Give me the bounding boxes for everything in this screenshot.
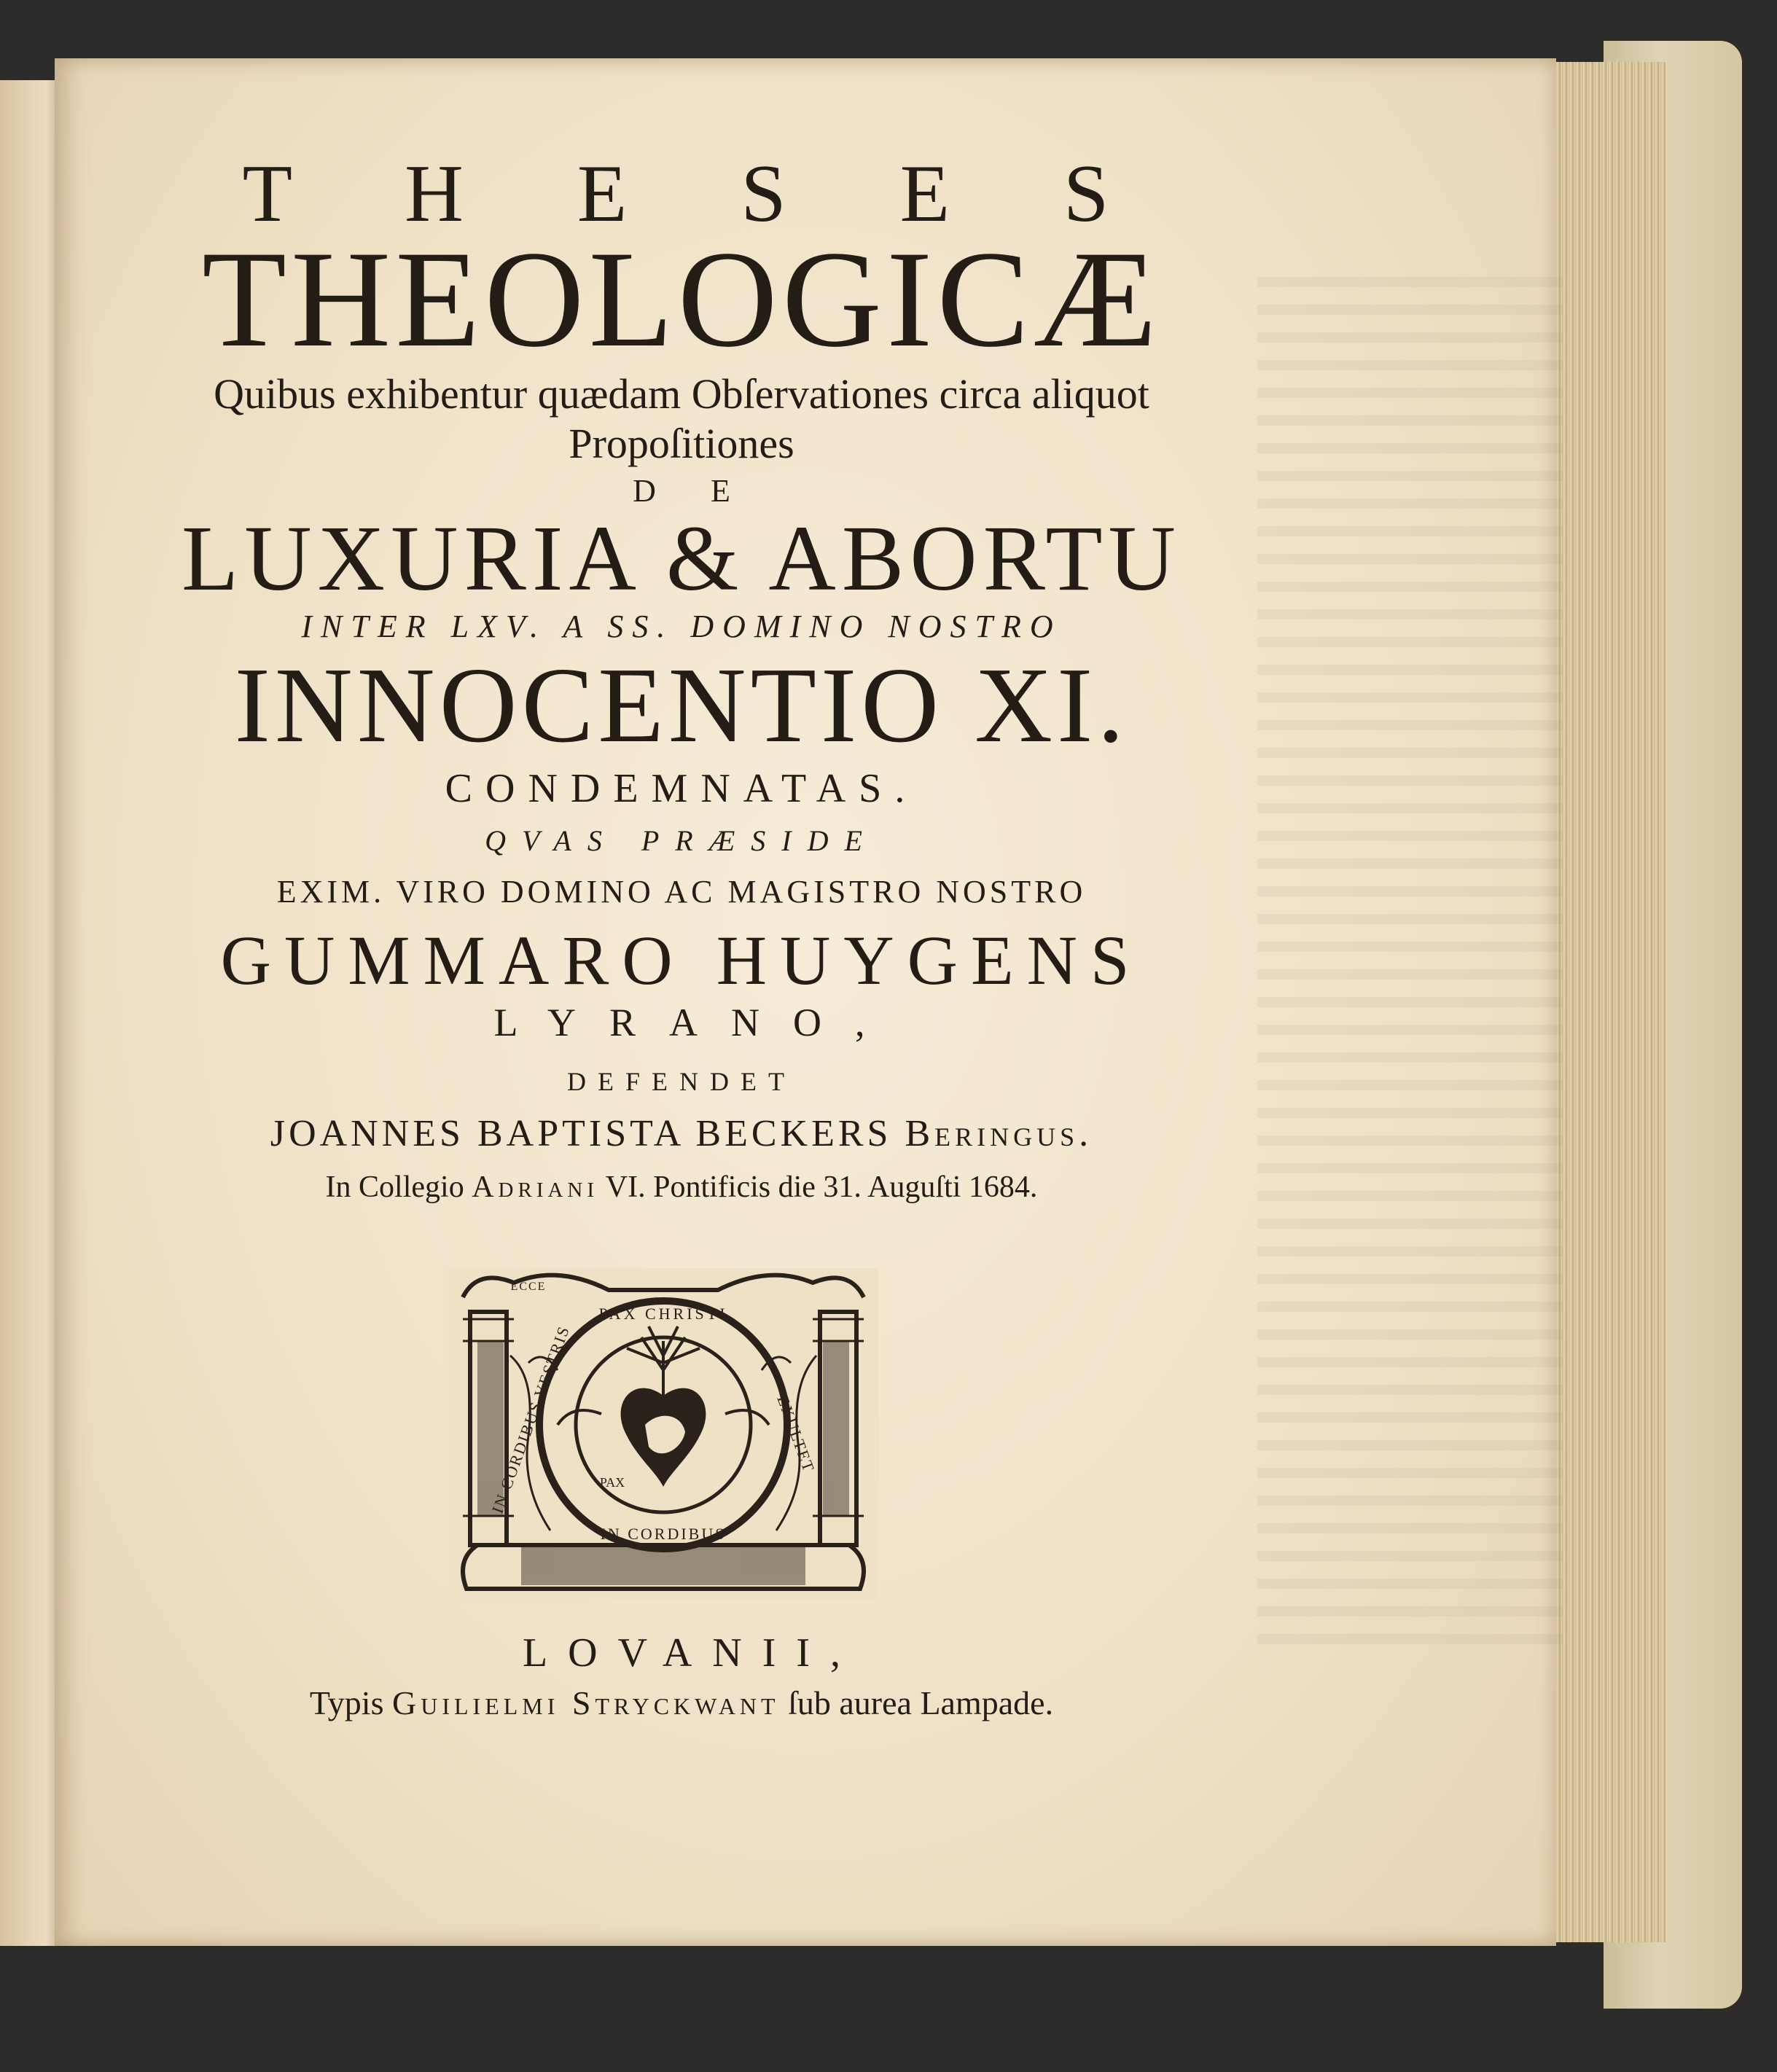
subtitle-line-1: Quibus exhibentur quædam Obſervationes circa aliquot (214, 370, 1149, 418)
imprint-printer-line (204, 1686, 1159, 1720)
imprint-typis: Typis (309, 1684, 384, 1721)
heading-condemnatas: CONDEMNATAS. (445, 766, 918, 811)
heading-theses: T H E S E S (242, 149, 1156, 239)
imprint-city: LOVANII, (522, 1630, 862, 1676)
subtitle-inter: INTER LXV. A SS. DOMINO NOSTRO (301, 609, 1062, 644)
emblem-heart-label: PAX (599, 1475, 625, 1490)
collegio-prefix: In Collegio (325, 1170, 464, 1204)
heading-innocentio: INNOCENTIO XI. (234, 646, 1129, 765)
page-edges (1549, 62, 1665, 1942)
line-exim-viro: EXIM. VIRO DOMINO AC MAGISTRO NOSTRO (276, 874, 1087, 910)
collegio-suffix: VI. Pontificis die 31. Auguſti 1684. (605, 1170, 1038, 1204)
emblem-motto-top: PAX CHRISTI (598, 1305, 728, 1323)
defendant-origin: Beringus. (905, 1113, 1093, 1154)
emblem-motto-left: IN CORDIBUS VESTRIS (488, 1323, 574, 1516)
emblem-motto-right: EXULTET (773, 1393, 819, 1475)
show-through-text (1257, 277, 1563, 1662)
heading-luxuria-abortu: LUXURIA & ABORTU (181, 507, 1182, 610)
imprint-sign: ſub aurea Lampade. (788, 1684, 1054, 1721)
imprint-block (204, 1630, 1159, 1721)
heading-de: D E (633, 473, 754, 509)
defendant-name-main: JOANNES BAPTISTA BECKERS (270, 1113, 892, 1154)
praeses-name: GUMMARO HUYGENS (220, 921, 1143, 999)
emblem-top-left-text: ECCE (510, 1281, 547, 1293)
line-defendet: DEFENDET (567, 1067, 796, 1096)
defence-date-line (113, 1172, 1250, 1203)
defendant-name (113, 1115, 1250, 1153)
emblem-motto-bottom: IN CORDIBUS (600, 1525, 727, 1543)
heading-theologicae: THEOLOGICÆ (202, 223, 1161, 376)
line-quas-praeside: QVAS PRÆSIDE (485, 824, 878, 857)
imprint-printer: Guilielmi Stryckwant (392, 1684, 780, 1721)
printer-device-woodcut (448, 1268, 878, 1600)
subtitle-line-2: Propoſitiones (569, 420, 794, 467)
collegio-adriani: Adriani (472, 1170, 599, 1204)
title-block (113, 149, 1250, 1204)
praeses-origin: LYRANO, (493, 1001, 899, 1044)
